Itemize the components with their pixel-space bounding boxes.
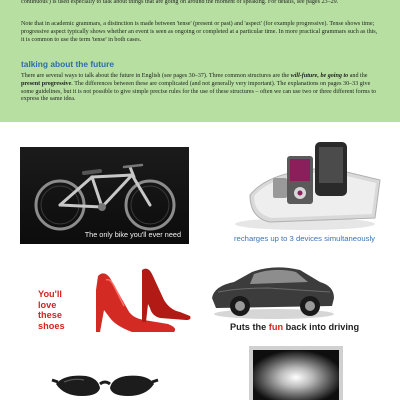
car-caption-after: back into driving [283, 322, 360, 332]
paragraph-tense-aspect: Note that in academic grammars, a distinction is made between 'tense' (present or past) and 'aspect' (for example progressive). Tense shows time; progressive aspect typically shows whether an event is seen as ongoing or completed at a particular time. In more practical grammars such as this, it is common to use the term 'tense' in both cases. [21, 21, 378, 43]
car-caption-before: Puts the [230, 322, 269, 332]
section-heading-future: talking about the future [21, 59, 115, 69]
future-text-part2: . The differences between these are complicated (and not generally very important). The explanations on pages 30–33 give some guidelines, but it is not possible to give simple precise rules for the use of these structures – often we can use two or three different forms to express the same idea. [21, 80, 377, 103]
shoe-headline-line1: You'll [38, 289, 62, 299]
future-text-and: and the [348, 73, 368, 79]
television-image [247, 344, 345, 400]
term-be-going-to: be going to [320, 73, 349, 79]
shoe-headline-line2: love [38, 299, 57, 310]
sunglasses-image [50, 370, 160, 400]
sports-car-image [208, 258, 338, 320]
bike-ad [20, 147, 189, 244]
paragraph-continuous: continuous') is used especially to talk about things that are going on around the moment of speaking. For details, see pages 23–29. [21, 0, 339, 5]
grammar-info-panel [0, 0, 400, 122]
term-present-progressive: present progressive [21, 80, 72, 87]
shoe-ad-headline [38, 289, 78, 331]
charger-ad-caption: recharges up to 3 devices simultaneously [234, 234, 376, 243]
charger-ad [210, 140, 395, 248]
bike-ad-caption: The only bike you'll ever need [84, 230, 181, 239]
shoe-headline-line4: shoes [38, 320, 65, 331]
term-will-future: will-future, [290, 73, 319, 79]
future-text-part1: There are several ways to talk about the future in English (see pages 30–37). Three common structures are the [21, 73, 291, 79]
paragraph-future [21, 73, 383, 104]
tv-ad [247, 344, 345, 400]
glasses-ad [50, 370, 160, 400]
shoe-headline-line3: these [38, 310, 63, 321]
charger-device-image [210, 140, 395, 232]
car-caption-highlight: fun [268, 322, 284, 332]
shoe-ad [20, 266, 195, 338]
car-ad-caption [230, 322, 359, 332]
